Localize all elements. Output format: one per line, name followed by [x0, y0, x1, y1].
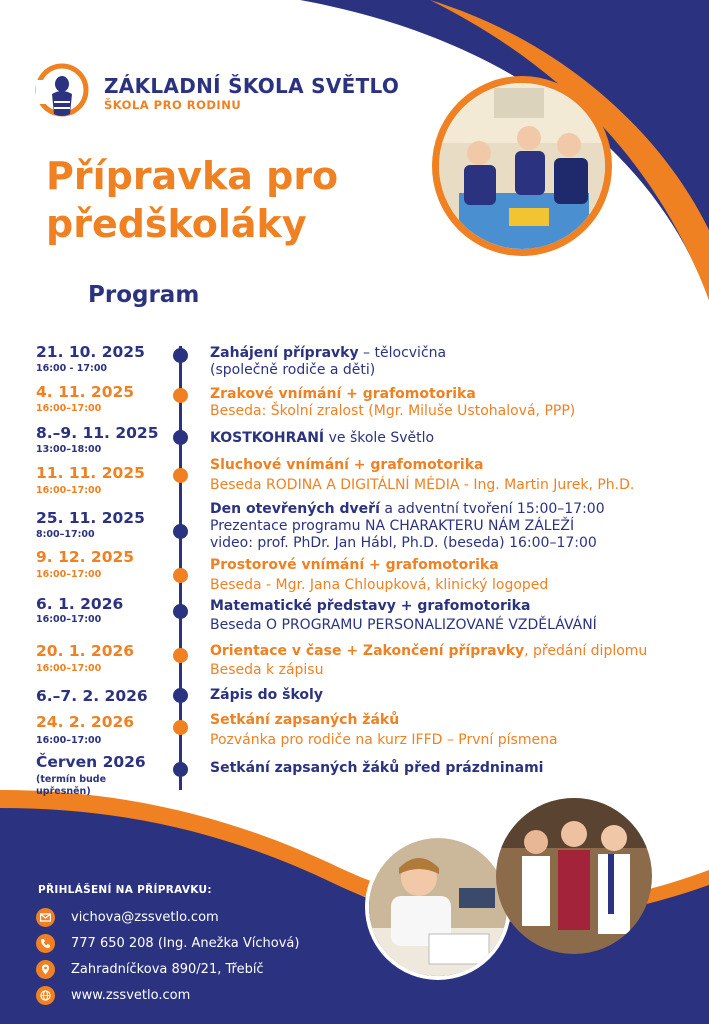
contact-web-text[interactable]: www.zssvetlo.com [71, 987, 191, 1003]
event-date: Červen 2026 [36, 753, 146, 771]
contact-email-text[interactable]: vichova@zssvetlo.com [71, 909, 219, 925]
school-logo-icon [32, 58, 96, 130]
event-line-2: Beseda RODINA A DIGITÁLNÍ MÉDIA - Ing. Martin Jurek, Ph.D. [210, 477, 635, 493]
event-detail: a adventní tvoření 15:00–17:00 [379, 501, 605, 517]
event-detail: , předání diplomu [524, 643, 648, 659]
event-line-2: Pozvánka pro rodiče na kurz IFFD – První písmena [210, 732, 558, 748]
page-title [46, 152, 406, 248]
timeline-dot [173, 720, 188, 735]
event-title: Setkání zapsaných žáků [210, 712, 400, 728]
event-title: Matematické představy + grafomotorika [210, 598, 531, 614]
event-line-2: (společně rodiče a děti) [210, 362, 376, 378]
event-title: KOSTKOHRANÍ [210, 430, 325, 446]
event-text [210, 501, 605, 552]
event-text [210, 386, 575, 420]
event-detail: ve škole Světlo [324, 430, 435, 446]
contact-phone [36, 933, 299, 953]
event-date: 9. 12. 2025 [36, 548, 135, 566]
event-date: 11. 11. 2025 [36, 464, 145, 482]
event-text [210, 557, 548, 594]
event-date: 8.–9. 11. 2025 [36, 424, 159, 442]
event-date: 4. 11. 2025 [36, 383, 135, 401]
timeline-dot [173, 524, 188, 539]
classroom-photo [432, 76, 612, 256]
event-date: 6.–7. 2. 2026 [36, 687, 148, 705]
timeline-dot [173, 468, 188, 483]
event-time: 16:00–17:00 [36, 663, 102, 674]
event-text [210, 598, 597, 634]
event-title: Den otevřených dveří [210, 501, 380, 517]
school-name: ZÁKLADNÍ ŠKOLA SVĚTLO [104, 74, 400, 98]
event-date: 6. 1. 2026 [36, 595, 124, 613]
event-title: Zápis do školy [210, 687, 323, 703]
event-title: Sluchové vnímání + grafomotorika [210, 457, 484, 473]
timeline-dot [173, 688, 188, 703]
event-text [210, 345, 446, 379]
event-title: Setkání zapsaných žáků před prázdninami [210, 760, 544, 776]
event-date: 21. 10. 2025 [36, 343, 145, 361]
timeline-dot [173, 348, 188, 363]
location-icon [36, 960, 55, 979]
event-title: Orientace v čase + Zakončení přípravky [210, 643, 525, 659]
event-time: 16:00–17:00 [36, 735, 102, 746]
event-date: 24. 2. 2026 [36, 713, 135, 731]
event-line-2: Beseda: Školní zralost (Mgr. Miluše Ustohalová, PPP) [210, 403, 576, 419]
event-text [210, 457, 634, 494]
event-line-3: video: prof. PhDr. Jan Hábl, Ph.D. (beseda) 16:00–17:00 [210, 535, 597, 551]
timeline-dot [173, 388, 188, 403]
event-time: 16:00–17:00 [36, 569, 102, 580]
event-date: 20. 1. 2026 [36, 642, 135, 660]
program-heading: Program [88, 282, 200, 308]
writing-child-photo [365, 834, 511, 980]
title-line-1: Přípravka pro [46, 154, 339, 198]
event-line-2: Beseda k zápisu [210, 662, 324, 678]
event-title: Zrakové vnímání + grafomotorika [210, 386, 476, 402]
date-note-line-1: (termín bude [36, 774, 107, 785]
event-line-2: Beseda O PROGRAMU PERSONALIZOVANÉ VZDĚLÁVÁNÍ [210, 617, 597, 633]
contact-address-text: Zahradníčkova 890/21, Třebíč [71, 961, 264, 977]
globe-icon [36, 986, 55, 1005]
event-text [210, 430, 434, 447]
contact-web [36, 985, 190, 1005]
event-time: 16:00–17:00 [36, 614, 102, 625]
school-subtitle: ŠKOLA PRO RODINU [104, 98, 242, 112]
event-text [210, 687, 323, 704]
event-text [210, 643, 647, 679]
timeline-dot [173, 568, 188, 583]
timeline-dot [173, 430, 188, 445]
event-text [210, 760, 543, 777]
event-time: 13:00–18:00 [36, 444, 102, 455]
timeline-dot [173, 604, 188, 619]
timeline-dot [173, 762, 188, 777]
signup-heading: PŘIHLÁŠENÍ NA PŘÍPRAVKU: [38, 884, 212, 896]
event-text [210, 712, 558, 749]
event-line-2: Beseda - Mgr. Jana Chloupková, klinický logoped [210, 577, 549, 593]
contact-email [36, 907, 219, 927]
choir-students-photo [496, 798, 652, 954]
event-time: 16:00 - 17:00 [36, 363, 108, 374]
phone-icon [36, 934, 55, 953]
event-title: Prostorové vnímání + grafomotorika [210, 557, 499, 573]
timeline-dot [173, 648, 188, 663]
event-time: 16:00–17:00 [36, 403, 102, 414]
contact-phone-text[interactable]: 777 650 208 (Ing. Anežka Víchová) [71, 935, 300, 951]
event-time: 16:00–17:00 [36, 485, 102, 496]
title-line-2: předškoláky [46, 202, 307, 246]
email-icon [36, 908, 55, 927]
event-date: 25. 11. 2025 [36, 509, 145, 527]
date-note [36, 774, 106, 798]
contact-address [36, 959, 264, 979]
event-time: 8:00–17:00 [36, 529, 95, 540]
event-detail: – tělocvična [358, 345, 447, 361]
date-note-line-2: upřesněn) [36, 786, 91, 797]
event-line-2: Prezentace programu NA CHARAKTERU NÁM ZÁLEŽÍ [210, 518, 575, 534]
event-title: Zahájení přípravky [210, 345, 359, 361]
